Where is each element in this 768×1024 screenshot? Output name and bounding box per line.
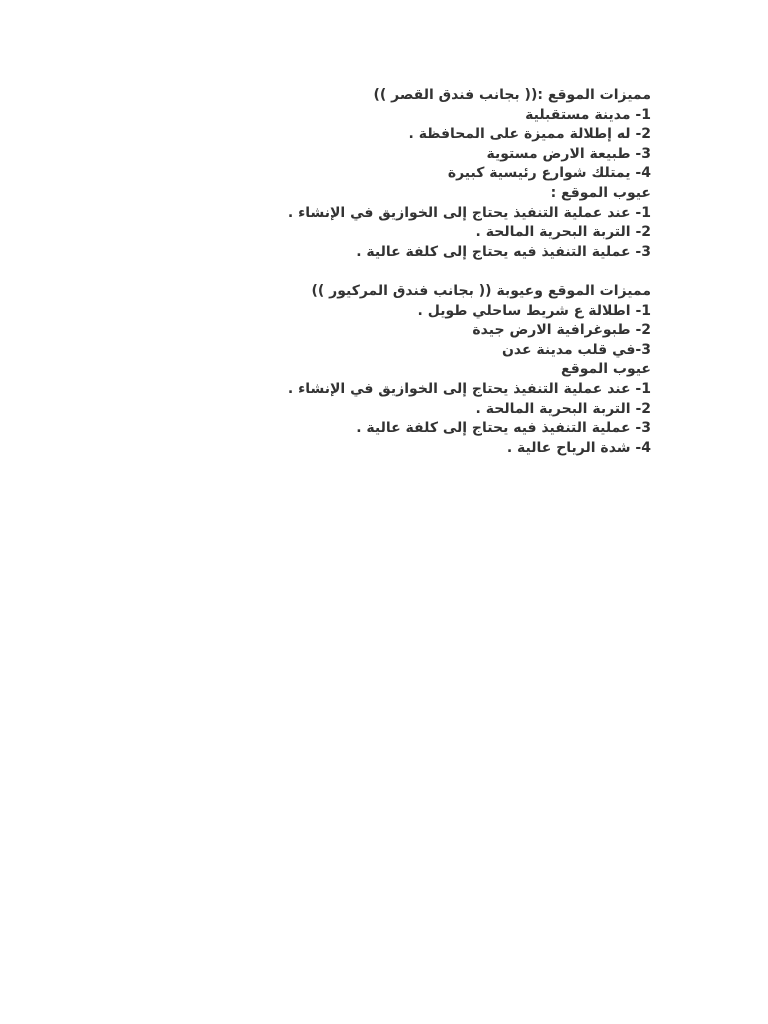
advantage-item: 3-في قلب مدينة عدن <box>501 341 651 358</box>
advantage-item: 4- يمتلك شوارع رئيسية كبيرة <box>447 165 651 182</box>
paragraph-spacer <box>131 262 651 282</box>
advantage-item: 3- طبيعة الارض مستوية <box>486 145 651 162</box>
advantage-item: 2- طبوغرافية الارض جيدة <box>472 322 651 339</box>
section-title: مميزات الموقع :(( بجانب فندق القصر )) <box>373 87 651 103</box>
disadvantage-item: 2- التربة البحرية المالحة . <box>475 224 651 241</box>
advantage-item: 2- له إطلالة مميزة على المحافظة . <box>408 126 651 143</box>
disadvantages-heading: عيوب الموقع : <box>550 184 651 201</box>
section-mercure-hotel <box>131 282 651 458</box>
disadvantage-item: 4- شدة الرياح عالية . <box>506 439 651 456</box>
disadvantage-item: 3- عملية التنفيذ فيه يحتاج إلى كلفة عالية . <box>356 243 651 260</box>
disadvantage-item: 1- عند عملية التنفيذ يحتاج إلى الخوازيق في الإنشاء . <box>287 204 651 221</box>
disadvantage-item: 1- عند عملية التنفيذ يحتاج إلى الخوازيق في الإنشاء . <box>287 380 651 397</box>
section-qasr-hotel <box>131 86 651 262</box>
section-title: مميزات الموقع وعيوبة (( بجانب فندق المركيور )) <box>311 282 651 299</box>
disadvantages-heading: عيوب الموقع <box>561 361 651 378</box>
advantage-item: 1- مدينة مستقبلية <box>525 106 651 123</box>
disadvantage-item: 3- عملية التنفيذ فيه يحتاج إلى كلفة عالية . <box>356 420 651 437</box>
document-body <box>131 86 651 458</box>
disadvantage-item: 2- التربة البحرية المالحة . <box>475 400 651 417</box>
advantage-item: 1- اطلالة ع شريط ساحلي طويل . <box>417 302 651 319</box>
